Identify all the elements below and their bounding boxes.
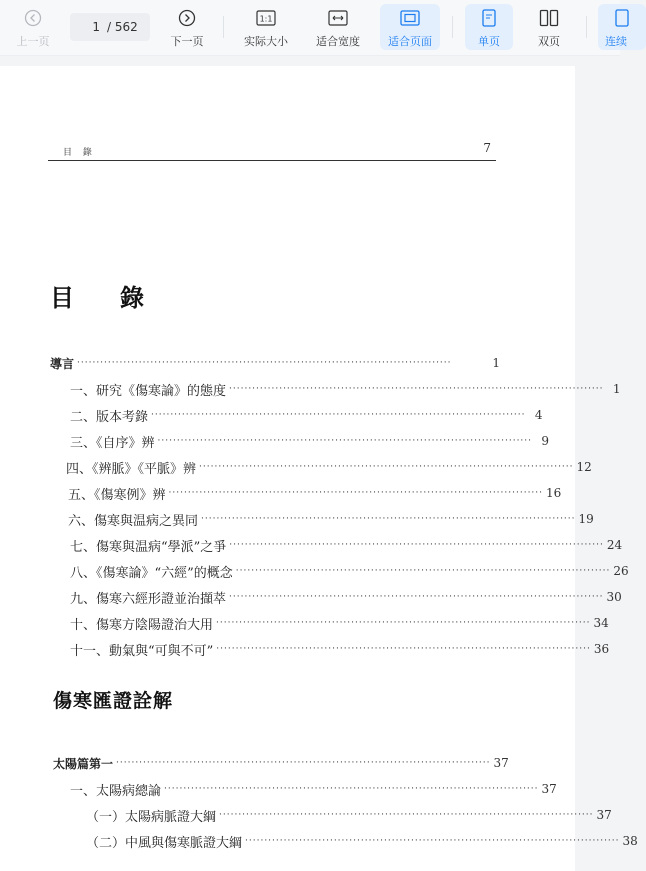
document-viewport[interactable]: [0, 56, 638, 871]
toc-entry-title: 導言: [50, 356, 75, 371]
fit-page-button[interactable]: [380, 4, 440, 50]
toc-leader-dots: ·································································································: [229, 384, 604, 394]
svg-text:1:1: 1:1: [259, 14, 273, 24]
toc-leader-dots: ·································································································: [199, 462, 574, 472]
section-heading: 傷寒匯證詮解: [53, 690, 174, 712]
next-page-label: 下一页: [170, 35, 204, 48]
toc-entry-title: 一、研究《傷寒論》的態度: [70, 383, 227, 399]
toc-leader-dots: ·································································································: [201, 514, 576, 524]
toc-entry[interactable]: [70, 780, 557, 799]
toolbar-divider: [223, 16, 224, 38]
toc-entry-title: 三、《自序》辨: [70, 435, 155, 451]
toc-entry[interactable]: [86, 832, 638, 851]
toc-entry[interactable]: [70, 562, 629, 581]
toc-entry-page: 19: [578, 512, 594, 526]
toc-entry[interactable]: [70, 406, 543, 425]
toc-entry-page: 37: [493, 756, 509, 770]
single-page-label: 单页: [478, 35, 500, 48]
single-page-icon: [479, 8, 499, 28]
toc-leader-dots: ·································································································: [216, 618, 591, 628]
toolbar-divider: [452, 16, 453, 38]
toc-entry-title: （二）中風與傷寒脈證大綱: [86, 835, 243, 851]
toc-entry[interactable]: [66, 458, 592, 477]
prev-page-button[interactable]: [10, 4, 56, 50]
double-page-label: 双页: [538, 35, 560, 48]
toc-entry-title: 五、《傷寒例》辨: [68, 487, 166, 503]
next-page-button[interactable]: [164, 4, 210, 50]
toc-entry-page: 37: [596, 808, 612, 822]
toc-entry-title: 十、傷寒方陰陽證治大用: [70, 617, 214, 633]
toc-entry-page: 16: [546, 486, 562, 500]
viewer-toolbar: [0, 0, 627, 56]
toc-entry-title: 十一、動氣與“可與不可”: [70, 643, 214, 659]
toc-leader-dots: ·································································································: [77, 358, 452, 368]
toc-entry[interactable]: [68, 484, 562, 503]
toc-entry-page: 1: [492, 356, 500, 370]
toc-leader-dots: ·································································································: [245, 836, 620, 846]
toc-entry-title: 太陽篇第一: [53, 756, 114, 771]
single-page-button[interactable]: [465, 4, 513, 50]
toc-entry-title: 八、《傷寒論》“六經”的概念: [70, 565, 233, 581]
toc-entry-title: 六、傷寒與温病之異同: [68, 513, 199, 529]
toc-entry[interactable]: [50, 354, 500, 372]
toc-leader-dots: ·································································································: [164, 784, 539, 794]
toc-leader-dots: ·································································································: [168, 488, 544, 498]
toc-entry[interactable]: [70, 640, 610, 659]
heading-char-1: 目: [50, 283, 76, 312]
toc-leader-dots: ·································································································: [219, 810, 594, 820]
toc-leader-dots: ·································································································: [151, 410, 526, 420]
fit-page-label: 适合页面: [388, 35, 432, 48]
toc-entry-title: 一、太陽病總論: [70, 783, 162, 799]
toc-entry-title: （一）太陽病脈證大綱: [86, 809, 217, 825]
document-page: [0, 66, 638, 871]
toc-entry[interactable]: [70, 536, 623, 555]
toc-entry-page: 34: [593, 616, 609, 630]
toc-entry-title: 四、《辨脈》《平脈》辨: [66, 461, 197, 477]
heading-char-2: 錄: [120, 283, 146, 312]
prev-page-label: 上一页: [16, 35, 50, 48]
toc-entry-title: 七、傷寒與温病“學派”之爭: [70, 539, 227, 555]
actual-size-button[interactable]: [238, 4, 294, 50]
toc-leader-dots: ·································································································: [229, 540, 604, 550]
toc-entry-page: 36: [593, 642, 610, 656]
page-indicator: [70, 13, 150, 41]
toc-entry-page: 9: [541, 434, 550, 448]
toc-entry[interactable]: [70, 432, 550, 451]
toc-entry[interactable]: [70, 588, 622, 607]
running-head: [48, 141, 496, 169]
fit-page-icon: [400, 8, 420, 28]
actual-size-icon: [256, 8, 276, 28]
fit-width-label: 适合宽度: [316, 35, 360, 48]
toc-entry-title: 九、傷寒六經形證並治擷萃: [70, 591, 227, 607]
toc-leader-dots: ·································································································: [116, 758, 491, 768]
toolbar-divider: [586, 16, 587, 38]
chevron-left-circle-icon: [23, 8, 43, 28]
fit-width-button[interactable]: [310, 4, 366, 50]
actual-size-label: 实际大小: [244, 35, 288, 48]
toc-entry-page: 38: [622, 834, 638, 848]
toc-entry[interactable]: [68, 510, 594, 529]
fit-width-icon: [328, 8, 348, 28]
toc-entry[interactable]: [70, 380, 621, 399]
toc-entry-page: 37: [541, 782, 557, 796]
toc-entry[interactable]: [86, 806, 612, 825]
header-rule: [48, 160, 496, 161]
page-number: 7: [483, 141, 491, 155]
toc-leader-dots: ·································································································: [216, 644, 591, 654]
toc-leader-dots: ·································································································: [235, 566, 611, 576]
page-number-input[interactable]: [70, 20, 100, 34]
toc-entry-page: 24: [606, 538, 623, 552]
continuous-label: 连续: [605, 35, 627, 48]
continuous-scroll-icon: [612, 8, 632, 28]
chevron-right-circle-icon: [177, 8, 197, 28]
toc-entry-page: 12: [576, 460, 592, 474]
page-total: / 562: [107, 20, 138, 34]
toc-entry-title: 二、版本考錄: [70, 409, 149, 425]
toc-entry-page: 1: [612, 382, 621, 396]
continuous-button[interactable]: [598, 4, 646, 50]
double-page-button[interactable]: [525, 4, 573, 50]
toc-entry[interactable]: [70, 614, 609, 633]
running-title: 目 錄: [63, 148, 96, 158]
double-page-icon: [539, 8, 559, 28]
toc-entry[interactable]: [53, 754, 509, 772]
toc-leader-dots: ·································································································: [157, 436, 533, 446]
toc-leader-dots: ·································································································: [229, 592, 604, 602]
toc-entry-page: 4: [534, 408, 543, 422]
page-heading: [50, 278, 146, 313]
toc-entry-page: 26: [613, 564, 629, 578]
toc-entry-page: 30: [606, 590, 622, 604]
